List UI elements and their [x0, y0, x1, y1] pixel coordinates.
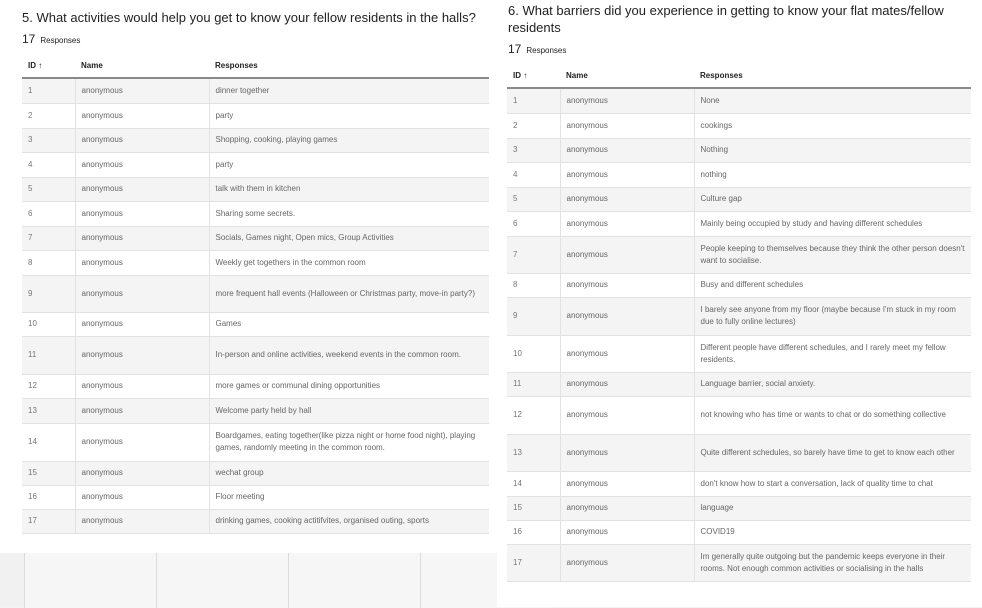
row-response-cell: COVID19 — [694, 520, 971, 544]
row-id-cell: 17 — [22, 509, 75, 533]
row-response-cell: Quite different schedules, so barely have time to get to know each other — [694, 434, 971, 471]
row-id-cell: 8 — [22, 250, 75, 275]
row-name-cell: anonymous — [560, 544, 694, 581]
row-name-cell: anonymous — [560, 113, 694, 138]
response-count-number: 17 — [22, 32, 36, 46]
row-response-cell: Welcome party held by hall — [209, 398, 489, 423]
row-name-cell: anonymous — [75, 461, 209, 485]
row-name-cell: anonymous — [560, 434, 694, 471]
row-response-cell: Weekly get togethers in the common room — [209, 250, 489, 275]
row-id-cell: 4 — [22, 152, 75, 177]
row-response-cell: Nothing — [694, 138, 971, 162]
table-row[interactable] — [22, 398, 489, 423]
table-row[interactable] — [22, 509, 489, 533]
row-id-cell: 5 — [22, 177, 75, 201]
row-name-cell: anonymous — [560, 88, 694, 113]
table-row[interactable] — [507, 434, 971, 471]
name-column-header[interactable]: Name — [75, 54, 209, 78]
row-response-cell: Socials, Games night, Open mics, Group Activities — [209, 226, 489, 250]
row-id-cell: 3 — [22, 128, 75, 152]
table-row[interactable] — [22, 78, 489, 103]
table-row[interactable] — [22, 461, 489, 485]
question-5-panel — [0, 0, 497, 553]
row-response-cell: None — [694, 88, 971, 113]
table-row[interactable] — [507, 187, 971, 211]
row-id-cell: 12 — [507, 396, 560, 434]
row-name-cell: anonymous — [75, 423, 209, 461]
table-row[interactable] — [22, 275, 489, 312]
table-header-row — [507, 64, 971, 88]
row-id-cell: 4 — [507, 162, 560, 187]
background-cell — [288, 550, 421, 608]
id-column-header[interactable]: ID ↑ — [507, 64, 560, 88]
responses-table — [507, 64, 971, 582]
row-name-cell: anonymous — [75, 275, 209, 312]
row-response-cell: In-person and online activities, weekend events in the common room. — [209, 336, 489, 374]
row-response-cell: dinner together — [209, 78, 489, 103]
row-name-cell: anonymous — [75, 336, 209, 374]
row-response-cell: drinking games, cooking actitifvites, organised outing, sports — [209, 509, 489, 533]
row-response-cell: more games or communal dining opportunities — [209, 374, 489, 398]
row-response-cell: cookings — [694, 113, 971, 138]
row-response-cell: nothing — [694, 162, 971, 187]
row-name-cell: anonymous — [560, 372, 694, 396]
row-id-cell: 12 — [22, 374, 75, 398]
table-row[interactable] — [22, 152, 489, 177]
table-row[interactable] — [22, 226, 489, 250]
table-row[interactable] — [507, 396, 971, 434]
response-count — [508, 42, 566, 56]
row-response-cell: Boardgames, eating together(like pizza night or home food night), playing games, randomly meeting in the common room. — [209, 423, 489, 461]
table-row[interactable] — [507, 471, 971, 496]
row-id-cell: 10 — [507, 335, 560, 372]
table-row[interactable] — [507, 273, 971, 297]
row-response-cell: talk with them in kitchen — [209, 177, 489, 201]
response-count-label: Responses — [526, 46, 567, 55]
row-id-cell: 17 — [507, 544, 560, 581]
row-response-cell: Shopping, cooking, playing games — [209, 128, 489, 152]
row-response-cell: party — [209, 152, 489, 177]
row-name-cell: anonymous — [560, 138, 694, 162]
row-id-cell: 8 — [507, 273, 560, 297]
row-id-cell: 11 — [22, 336, 75, 374]
row-name-cell: anonymous — [560, 471, 694, 496]
table-row[interactable] — [22, 103, 489, 128]
row-response-cell: Floor meeting — [209, 485, 489, 509]
row-response-cell: Mainly being occupied by study and having different schedules — [694, 211, 971, 236]
table-row[interactable] — [507, 496, 971, 520]
row-response-cell: don't know how to start a conversation, lack of quality time to chat — [694, 471, 971, 496]
row-name-cell: anonymous — [75, 398, 209, 423]
row-response-cell: People keeping to themselves because they think the other person doesn't want to socialise. — [694, 236, 971, 273]
row-id-cell: 15 — [507, 496, 560, 520]
row-id-cell: 9 — [22, 275, 75, 312]
row-id-cell: 3 — [507, 138, 560, 162]
table-row[interactable] — [507, 297, 971, 335]
row-id-cell: 7 — [22, 226, 75, 250]
table-row[interactable] — [22, 336, 489, 374]
row-id-cell: 7 — [507, 236, 560, 273]
row-name-cell: anonymous — [560, 297, 694, 335]
question-title: 6. What barriers did you experience in getting to know your flat mates/fellow residents — [508, 3, 944, 35]
row-id-cell: 6 — [22, 201, 75, 226]
row-id-cell: 2 — [507, 113, 560, 138]
row-response-cell: wechat group — [209, 461, 489, 485]
row-name-cell: anonymous — [560, 496, 694, 520]
question-6-panel — [497, 0, 982, 607]
row-response-cell: language — [694, 496, 971, 520]
row-name-cell: anonymous — [75, 509, 209, 533]
row-id-cell: 6 — [507, 211, 560, 236]
response-count-number: 17 — [508, 42, 522, 56]
row-name-cell: anonymous — [75, 78, 209, 103]
table-row[interactable] — [507, 372, 971, 396]
row-id-cell: 1 — [22, 78, 75, 103]
row-response-cell: Sharing some secrets. — [209, 201, 489, 226]
row-name-cell: anonymous — [75, 374, 209, 398]
name-column-header[interactable]: Name — [560, 64, 694, 88]
row-response-cell: Busy and different schedules — [694, 273, 971, 297]
row-name-cell: anonymous — [75, 250, 209, 275]
table-row[interactable] — [507, 138, 971, 162]
responses-table — [22, 54, 489, 534]
table-row[interactable] — [22, 177, 489, 201]
table-row[interactable] — [507, 236, 971, 273]
row-name-cell: anonymous — [75, 485, 209, 509]
table-row[interactable] — [22, 485, 489, 509]
row-id-cell: 9 — [507, 297, 560, 335]
row-id-cell: 1 — [507, 88, 560, 113]
responses-column-header[interactable]: Responses — [209, 54, 489, 78]
row-name-cell: anonymous — [560, 520, 694, 544]
row-name-cell: anonymous — [75, 152, 209, 177]
row-response-cell: more frequent hall events (Halloween or Christmas party, move-in party?) — [209, 275, 489, 312]
response-count — [22, 32, 80, 46]
table-row[interactable] — [22, 423, 489, 461]
row-name-cell: anonymous — [75, 226, 209, 250]
id-column-header[interactable]: ID ↑ — [22, 54, 75, 78]
row-id-cell: 13 — [507, 434, 560, 471]
table-row[interactable] — [22, 128, 489, 152]
table-header-row — [22, 54, 489, 78]
background-cell — [156, 550, 289, 608]
table-row[interactable] — [22, 250, 489, 275]
table-row[interactable] — [507, 113, 971, 138]
question-title: 5. What activities would help you get to know your fellow residents in the halls? — [22, 10, 476, 25]
table-row[interactable] — [507, 211, 971, 236]
row-name-cell: anonymous — [560, 273, 694, 297]
row-id-cell: 15 — [22, 461, 75, 485]
row-id-cell: 13 — [22, 398, 75, 423]
row-response-cell: Im generally quite outgoing but the pandemic keeps everyone in their rooms. Not enough common activities or socialising in the halls — [694, 544, 971, 581]
background-cell — [24, 550, 157, 608]
row-response-cell: Games — [209, 312, 489, 336]
response-count-label: Responses — [40, 36, 81, 45]
table-row[interactable] — [507, 544, 971, 581]
row-name-cell: anonymous — [560, 236, 694, 273]
row-response-cell: Different people have different schedules, and I rarely meet my fellow residents. — [694, 335, 971, 372]
row-name-cell: anonymous — [75, 128, 209, 152]
table-row[interactable] — [22, 312, 489, 336]
row-name-cell: anonymous — [75, 103, 209, 128]
row-id-cell: 5 — [507, 187, 560, 211]
row-name-cell: anonymous — [560, 162, 694, 187]
row-id-cell: 16 — [22, 485, 75, 509]
responses-column-header[interactable]: Responses — [694, 64, 971, 88]
row-name-cell: anonymous — [560, 187, 694, 211]
row-id-cell: 11 — [507, 372, 560, 396]
table-row[interactable] — [22, 201, 489, 226]
row-name-cell: anonymous — [75, 201, 209, 226]
row-name-cell: anonymous — [560, 211, 694, 236]
row-id-cell: 2 — [22, 103, 75, 128]
row-id-cell: 16 — [507, 520, 560, 544]
row-name-cell: anonymous — [560, 335, 694, 372]
row-response-cell: I barely see anyone from my floor (maybe because I'm stuck in my room due to fully online lectures) — [694, 297, 971, 335]
row-id-cell: 14 — [22, 423, 75, 461]
row-response-cell: Culture gap — [694, 187, 971, 211]
row-response-cell: party — [209, 103, 489, 128]
row-id-cell: 14 — [507, 471, 560, 496]
table-row[interactable] — [507, 162, 971, 187]
row-name-cell: anonymous — [75, 177, 209, 201]
row-name-cell: anonymous — [560, 396, 694, 434]
row-response-cell: Language barrier, social anxiety. — [694, 372, 971, 396]
table-row[interactable] — [507, 520, 971, 544]
row-id-cell: 10 — [22, 312, 75, 336]
table-row[interactable] — [22, 374, 489, 398]
table-row[interactable] — [507, 335, 971, 372]
table-row[interactable] — [507, 88, 971, 113]
row-response-cell: not knowing who has time or wants to chat or do something collective — [694, 396, 971, 434]
row-name-cell: anonymous — [75, 312, 209, 336]
